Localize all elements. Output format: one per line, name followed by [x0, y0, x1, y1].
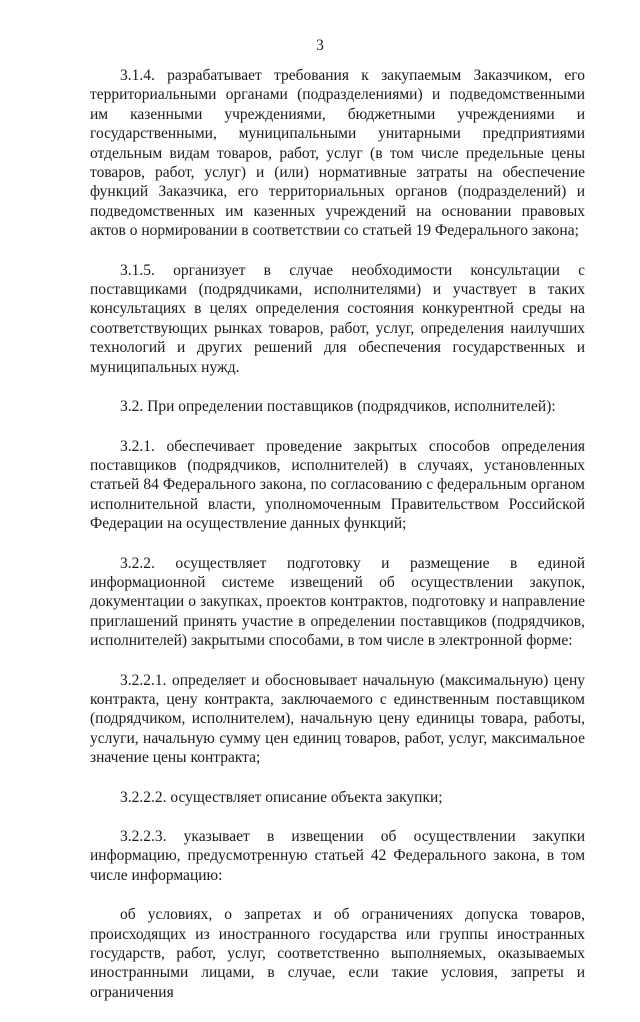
- document-body: [90, 66, 585, 1022]
- paragraph-3-2: 3.2. При определении поставщиков (подрядчиков, исполнителей):: [120, 398, 556, 416]
- paragraph-3-1-5: 3.1.5. организует в случае необходимости консультации с поставщиками (подрядчиками, исполнителями) и участвует в таких консультациях в целях определения состояния конкурентной среды на соответствующих рынках товаров, работ, услуг, определения наилучших технологий и других решений для обеспечения государственных и муниципальных нужд.: [90, 261, 585, 376]
- page-number: 3: [316, 37, 324, 54]
- paragraph-3-2-2-1: 3.2.2.1. определяет и обосновывает начальную (максимальную) цену контракта, цену контракта, заключаемого с единственным поставщиком (подрядчиком, исполнителем), начальную цену единицы товара, работы, услуги, начальную сумму цен единиц товаров, работ, услуг, максимальное значение цены контракта;: [90, 671, 585, 767]
- paragraph-3-2-2-2: 3.2.2.2. осуществляет описание объекта закупки;: [120, 788, 443, 806]
- paragraph-3-2-2-3: 3.2.2.3. указывает в извещении об осуществлении закупки информацию, предусмотренную статьей 42 Федерального закона, в том числе информацию:: [90, 828, 585, 884]
- paragraph-3-2-1: 3.2.1. обеспечивает проведение закрытых способов определения поставщиков (подрядчиков, исполнителей) в случаях, установленных статьей 84 Федерального закона, по согласованию с федеральным органом исполнительной власти, уполномоченным Правительством Российской Федерации на осуществление данных функций;: [90, 437, 585, 533]
- paragraph-3-1-4: 3.1.4. разрабатывает требования к закупаемым Заказчиком, его территориальными органами (подразделениями) и подведомственными им казенными учреждениями, бюджетными учреждениями и государственными, муниципальными унитарными предприятиями отдельным видам товаров, работ, услуг (в том числе предельные цены товаров, работ, услуг) и (или) нормативные затраты на обеспечение функций Заказчика, его территориальных органов (подразделений) и подведомственных им казенных учреждений на основании правовых актов о нормировании в соответствии со статьей 19 Федерального закона;: [90, 67, 585, 240]
- paragraph-3-2-2: 3.2.2. осуществляет подготовку и размещение в единой информационной системе извещений об осуществлении закупок, документации о закупках, проектов контрактов, подготовку и направление приглашений принять участие в определении поставщиков (подрядчиков, исполнителей) закрытыми способами, в том числе в электронной форме:: [90, 554, 585, 650]
- paragraph-conditions: об условиях, о запретах и об ограничениях допуска товаров, происходящих из иностранного государства или группы иностранных государств, работ, услуг, соответственно выполняемых, оказываемых иностранными лицами, в случае, если такие условия, запреты и ограничения: [90, 906, 585, 1001]
